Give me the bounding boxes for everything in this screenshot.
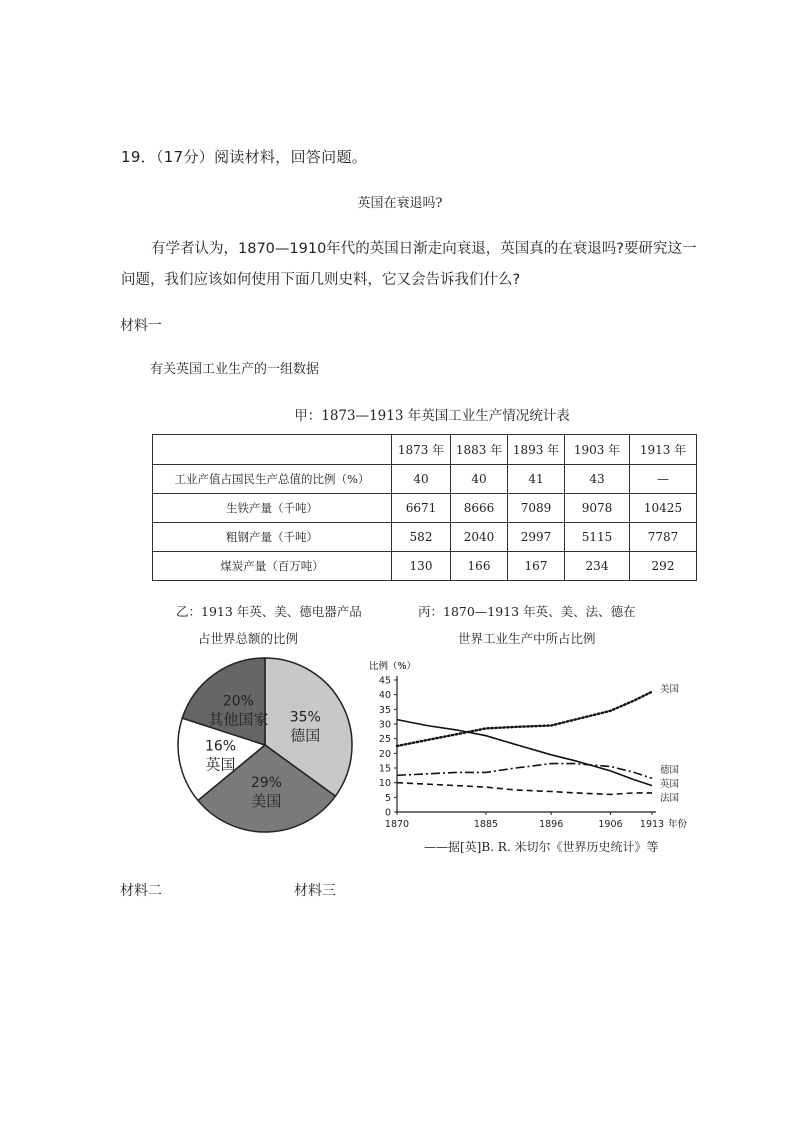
- pie-name-label: 美国: [251, 792, 282, 811]
- table-cell: 2040: [451, 523, 508, 552]
- pie-pct-label: 29%: [250, 775, 282, 792]
- series-line-1: [397, 720, 652, 786]
- series-label: 英国: [660, 779, 680, 790]
- y-tick-label: 25: [378, 734, 391, 746]
- series-label: 德国: [660, 765, 680, 776]
- table-cell: 582: [392, 523, 451, 552]
- pie-name-label: 英国: [205, 755, 236, 774]
- table-row: [153, 523, 697, 552]
- series-line-3: [397, 783, 652, 795]
- table-header-row: [153, 435, 697, 465]
- table-row-label: 生铁产量（千吨）: [153, 494, 392, 523]
- y-axis-label: 比例（%）: [369, 661, 417, 672]
- table-cell: 167: [508, 552, 565, 581]
- pie-caption: [176, 598, 386, 652]
- table-cell: 130: [392, 552, 451, 581]
- table-header-cell: 1903 年: [565, 435, 630, 465]
- material1-label: 材料一: [120, 318, 162, 334]
- table-header-cell: 1893 年: [508, 435, 565, 465]
- table-corner-cell: [153, 435, 392, 465]
- passage-title: 英国在衰退吗?: [357, 196, 443, 211]
- table-cell: 40: [451, 465, 508, 494]
- table-cell: 2997: [508, 523, 565, 552]
- table-cell: 292: [630, 552, 697, 581]
- y-tick-label: 10: [378, 778, 391, 790]
- line-caption-line2: 世界工业生产中所占比例: [458, 631, 596, 646]
- table-header-cell: 1883 年: [451, 435, 508, 465]
- pie-pct-label: 16%: [204, 738, 237, 755]
- y-tick-label: 20: [378, 748, 391, 760]
- series-label: 法国: [660, 793, 680, 804]
- table-cell: 7089: [508, 494, 565, 523]
- table-row: [153, 552, 697, 581]
- series-line-2: [397, 764, 652, 779]
- y-tick-label: 15: [378, 763, 391, 775]
- production-table: [152, 434, 697, 581]
- y-tick-label: 0: [384, 807, 391, 819]
- table-cell: 166: [451, 552, 508, 581]
- material2-label: 材料二: [120, 883, 162, 899]
- intro-paragraph: 有学者认为，1870—1910年代的英国日渐走向衰退，英国真的在衰退吗?要研究这一问题，我们应该如何使用下面几则史料，它又会告诉我们什么?: [121, 241, 697, 288]
- material1-subtitle: 有关英国工业生产的一组数据: [150, 362, 320, 377]
- table-title: 甲：1873—1913 年英国工业生产情况统计表: [294, 408, 570, 424]
- table-cell: 5115: [565, 523, 630, 552]
- table-cell: —: [630, 465, 697, 494]
- table-cell: 43: [565, 465, 630, 494]
- material3-label: 材料三: [294, 883, 336, 899]
- y-tick-label: 35: [378, 704, 391, 716]
- series-label: 美国: [660, 684, 680, 695]
- x-tick-label: 1885: [473, 819, 499, 830]
- x-tick-label: 1906: [598, 819, 623, 830]
- table-header-cell: 1873 年: [392, 435, 451, 465]
- table-cell: 40: [392, 465, 451, 494]
- table-cell: 8666: [451, 494, 508, 523]
- source-citation: ——据[英]B. R. 米切尔《世界历史统计》等: [424, 840, 659, 854]
- line-chart: [360, 650, 690, 835]
- x-tick-label: 1913: [639, 819, 665, 830]
- table-cell: 6671: [392, 494, 451, 523]
- pie-name-label: 其他国家: [208, 710, 269, 729]
- pie-name-label: 德国: [290, 726, 321, 745]
- x-axis-label: 年份: [668, 819, 688, 830]
- y-tick-label: 40: [378, 690, 391, 702]
- y-tick-label: 30: [378, 719, 391, 731]
- table-row: [153, 494, 697, 523]
- table-header-cell: 1913 年: [630, 435, 697, 465]
- line-caption-line1: 丙：1870—1913 年英、美、法、德在: [418, 604, 636, 619]
- table-cell: 41: [508, 465, 565, 494]
- line-caption: [418, 598, 688, 652]
- pie-caption-line2: 占世界总额的比例: [198, 631, 299, 646]
- table-row-label: 工业产值占国民生产总值的比例（%）: [153, 465, 392, 494]
- pie-chart: [170, 650, 360, 840]
- x-tick-label: 1870: [384, 819, 410, 830]
- table-cell: 10425: [630, 494, 697, 523]
- series-line-0: [397, 692, 652, 746]
- pie-pct-label: 35%: [289, 709, 321, 726]
- table-cell: 7787: [630, 523, 697, 552]
- pie-pct-label: 20%: [222, 693, 254, 710]
- table-cell: 234: [565, 552, 630, 581]
- table-row-label: 粗钢产量（千吨）: [153, 523, 392, 552]
- x-tick-label: 1896: [539, 819, 564, 830]
- question-header: 19．（17分）阅读材料，回答问题。: [121, 148, 368, 166]
- y-tick-label: 5: [384, 792, 391, 804]
- pie-caption-line1: 乙：1913 年英、美、德电器产品: [176, 604, 362, 619]
- table-row: [153, 465, 697, 494]
- table-row-label: 煤炭产量（百万吨）: [153, 552, 392, 581]
- table-cell: 9078: [565, 494, 630, 523]
- y-tick-label: 45: [378, 675, 391, 687]
